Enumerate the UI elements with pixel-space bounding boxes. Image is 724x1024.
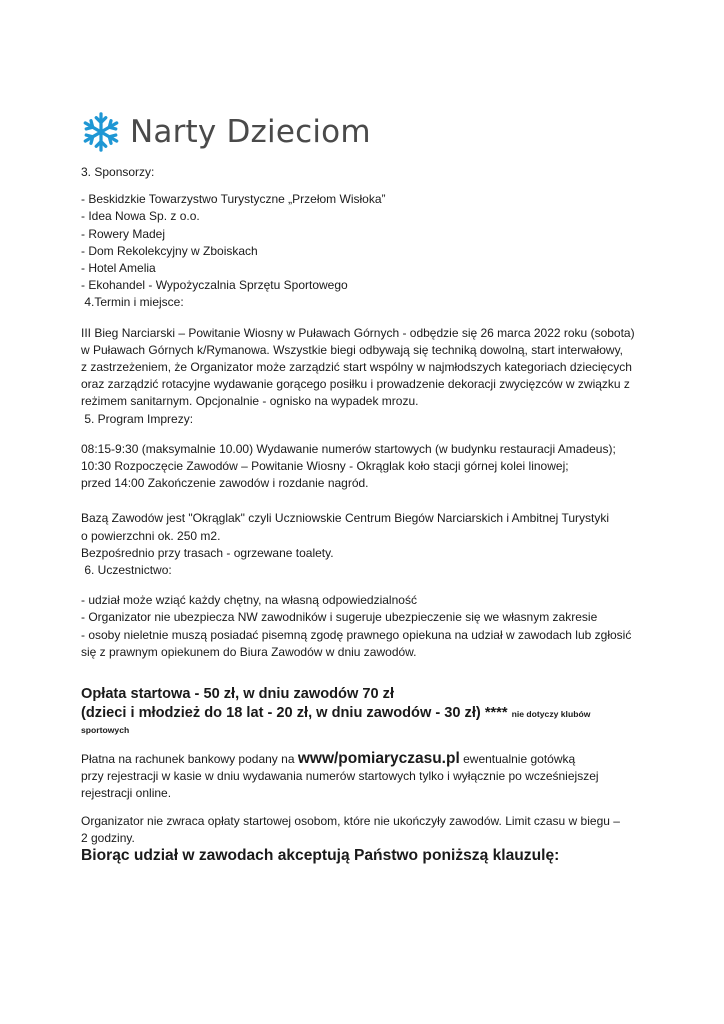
base-line: o powierzchni ok. 250 m2. [81,528,221,543]
payment-paragraph [81,750,661,803]
venue-line: oraz zarządzić rotacyjne wydawanie gorącego posiłku i prowadzenie dekoracji zwycięzców w związku z [81,377,630,392]
fee-line-1: Opłata startowa - 50 zł, w dniu zawodów 70 zł [81,686,395,703]
participation-heading: 6. Uczestnictwo: [81,563,172,578]
fee-youth: (dzieci i młodzież do 18 lat - 20 zł, w dniu zawodów - 30 zł) **** [81,705,512,722]
program-schedule [81,441,661,493]
program-line: przed 14:00 Zakończenie zawodów i rozdanie nagród. [81,476,369,491]
participation-line: - osoby nieletnie muszą posiadać pisemną zgodę prawnego opiekuna na udział w zawodach lub zgłosić [81,627,632,642]
sponsors-heading: 3. Sponsorzy: [81,165,155,179]
fee-line-2 [81,704,661,724]
fee-block [81,685,661,736]
sponsor-item: - Rowery Madej [81,226,166,241]
program-line: 08:15-9:30 (maksymalnie 10.00) Wydawanie numerów startowych (w budynku restauracji Amadeus); [81,441,616,456]
program-heading: 5. Program Imprezy: [81,411,194,426]
sponsor-item: - Idea Nowa Sp. z o.o. [81,209,200,224]
sponsor-item: - Beskidzkie Towarzystwo Turystyczne „Przełom Wisłoka” [81,192,386,207]
payment-line: przy rejestracji w kasie w dniu wydawania numerów startowych tylko i wyłącznie po wcześniejszej [81,769,599,784]
venue-line: w Puławach Górnych k/Rymanowa. Wszystkie biegi odbywają się techniką dowolną, start interwałowy, [81,342,624,357]
payment-suffix: ewentualnie gotówką [459,752,576,767]
venue-line: reżimem sanitarnym. Opcjonalnie - ognisko na wypadek mrozu. [81,394,419,409]
sponsor-item: - Ekohandel - Wypożyczalnia Sprzętu Sportowego [81,278,348,293]
venue-line: III Bieg Narciarski – Powitanie Wiosny w Puławach Górnych - odbędzie się 26 marca 2022 roku (sobota) [81,325,635,340]
payment-line: rejestracji online. [81,786,172,801]
participation-list [81,592,661,661]
logo [80,110,371,154]
venue-heading: 4.Termin i miejsce: [81,295,184,310]
refund-line: Organizator nie zwraca opłaty startowej osobom, które nie ukończyły zawodów. Limit czasu w biegu – [81,813,620,828]
payment-url-link[interactable]: www/pomiaryczasu.pl [297,750,460,768]
program-base-info [81,510,661,562]
payment-line-1 [81,750,661,768]
participation-line: - Organizator nie ubezpiecza NW zawodników i sugeruje ubezpieczenie się we własnym zakresie [81,610,598,625]
fee-note-cont: sportowych [81,725,130,736]
base-line: Bezpośrednio przy trasach - ogrzewane toalety. [81,545,334,560]
snowflake-icon [80,111,122,153]
venue-paragraph [81,325,661,411]
payment-prefix: Płatna na rachunek bankowy podany na [81,752,298,767]
program-line: 10:30 Rozpoczęcie Zawodów – Powitanie Wiosny - Okrąglak koło stacji górnej kolei linowej; [81,459,569,474]
venue-line: z zastrzeżeniem, że Organizator może zarządzić start wspólny w najmłodszych kategoriach dziecięcych [81,360,632,375]
logo-text: Narty Dzieciom [130,114,371,150]
refund-line: 2 godziny. [81,830,135,845]
clause-heading: Biorąc udział w zawodach akceptują Państwo poniższą klauzulę: [81,847,560,865]
participation-line: - udział może wziąć każdy chętny, na własną odpowiedzialność [81,593,417,608]
sponsor-item: - Dom Rekolekcyjny w Zboiskach [81,243,258,258]
participation-line: się z prawnym opiekunem do Biura Zawodów w dniu zawodów. [81,644,417,659]
base-line: Bazą Zawodów jest "Okrąglak" czyli Uczniowskie Centrum Biegów Narciarskich i Ambitnej Turystyki [81,511,610,526]
document-body [81,164,661,864]
sponsors-list [81,191,661,294]
refund-paragraph [81,813,661,847]
fee-note: nie dotyczy klubów [511,709,591,720]
sponsor-item: - Hotel Amelia [81,261,156,276]
